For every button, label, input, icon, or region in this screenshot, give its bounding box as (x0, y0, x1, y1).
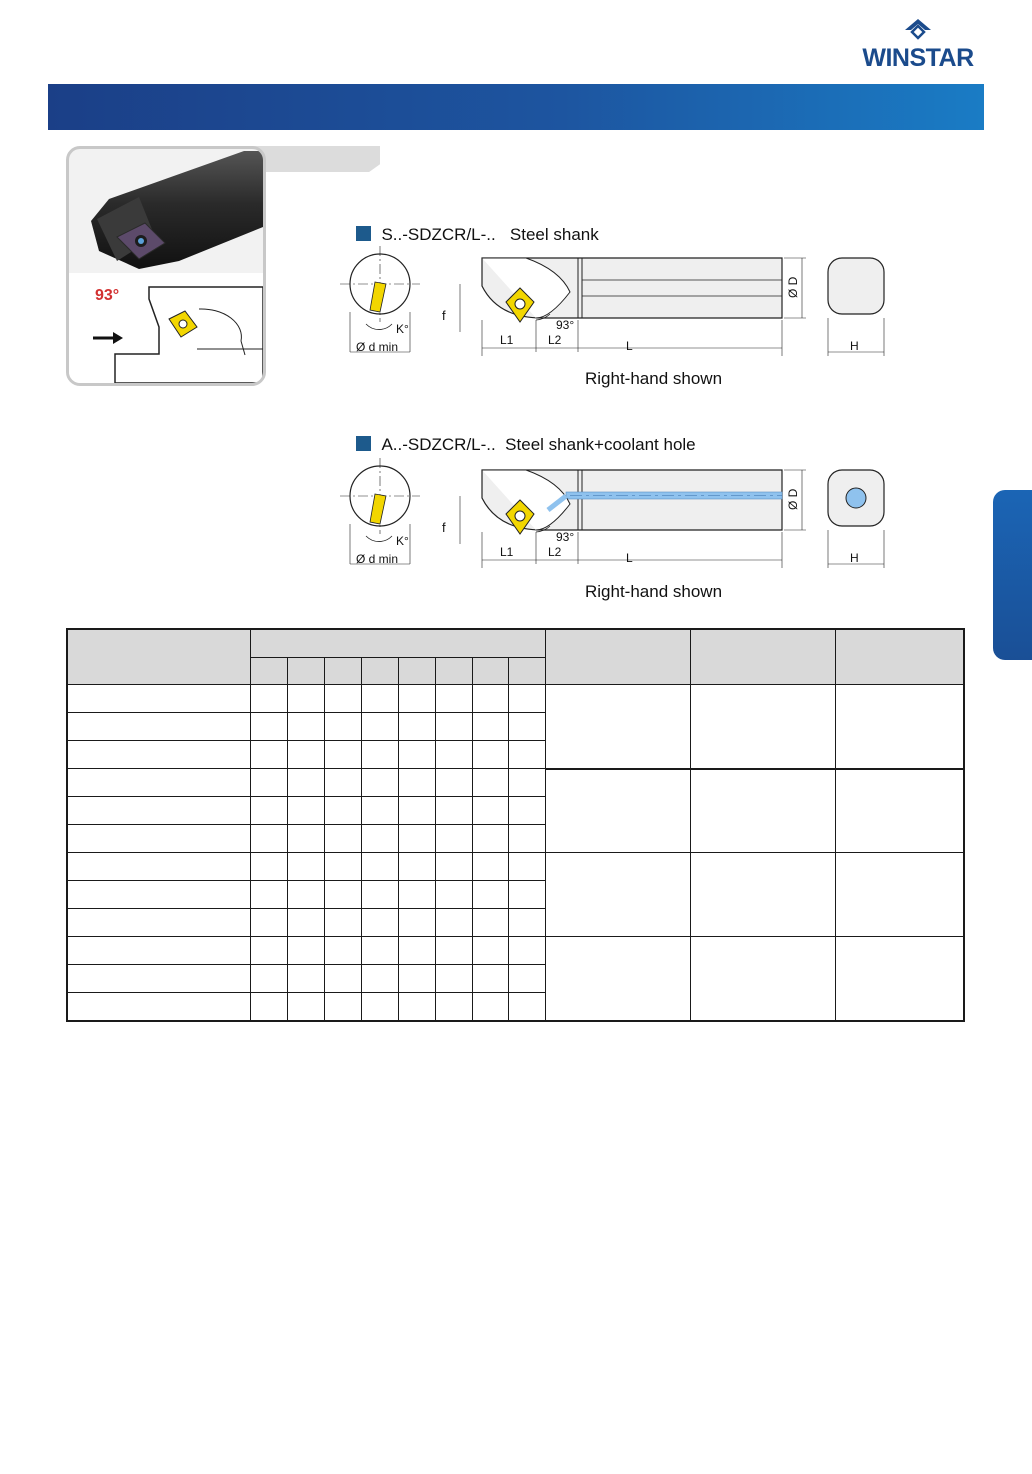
table-row (67, 853, 964, 881)
s1-k-label: K° (396, 322, 409, 336)
s2-h-label: H (850, 551, 859, 565)
section-2-caption: Right-hand shown (585, 582, 723, 601)
s2-l1-label: L1 (500, 545, 514, 559)
subheader-cell (361, 658, 398, 685)
table-row (67, 937, 964, 965)
s2-d-label: Ø D (786, 488, 800, 510)
s1-l1-label: L1 (500, 333, 514, 347)
s1-dmin-label: Ø d min (356, 340, 399, 354)
table-row (67, 769, 964, 797)
s1-l2-label: L2 (548, 333, 562, 347)
header-dimensions (251, 629, 546, 658)
subheader-cell (435, 658, 472, 685)
subheader-cell (287, 658, 324, 685)
subheader-cell (324, 658, 361, 685)
section-1-caption: Right-hand shown (585, 369, 723, 388)
s2-l-label: L (626, 551, 633, 565)
s2-dmin-label: Ø d min (356, 552, 399, 566)
table-row (67, 685, 964, 713)
section-2-drawing (330, 452, 900, 580)
s2-l2-label: L2 (548, 545, 562, 559)
subheader-cell (398, 658, 435, 685)
header-designation (67, 629, 251, 685)
s1-f-label: f (442, 308, 446, 323)
subheader-cell (251, 658, 288, 685)
s1-angle-label: 93° (556, 318, 575, 332)
logo-roof-icon (904, 18, 932, 42)
section-2-bullet-icon (356, 436, 371, 451)
s2-k-label: K° (396, 534, 409, 548)
s2-angle-label: 93° (556, 530, 575, 544)
section-2-heading (347, 415, 696, 455)
winstar-logo (848, 18, 988, 73)
header-insert (546, 629, 691, 685)
s1-d-label: Ø D (786, 276, 800, 298)
s2-f-label: f (442, 520, 446, 535)
boring-bar-photo (69, 149, 263, 383)
section-1-drawing (330, 240, 900, 368)
spec-table (66, 628, 965, 1022)
header-wrench (835, 629, 964, 685)
title-bar (48, 84, 984, 130)
section-1-bullet-icon (356, 226, 371, 241)
section-1-heading-text: S..-SDZCR/L-.. Steel shank (381, 225, 599, 244)
section-2-heading-text: A..-SDZCR/L-.. Steel shank+coolant hole (381, 435, 696, 454)
logo-text: WINSTAR (862, 44, 974, 72)
angle-label: 93° (95, 287, 120, 304)
subheader-cell (472, 658, 509, 685)
s1-l-label: L (626, 339, 633, 353)
side-section-tab[interactable] (993, 490, 1032, 660)
header-screw (691, 629, 836, 685)
s1-h-label: H (850, 339, 859, 353)
product-photo-card (66, 146, 266, 386)
section-1-heading (347, 205, 599, 245)
subheader-cell (509, 658, 546, 685)
